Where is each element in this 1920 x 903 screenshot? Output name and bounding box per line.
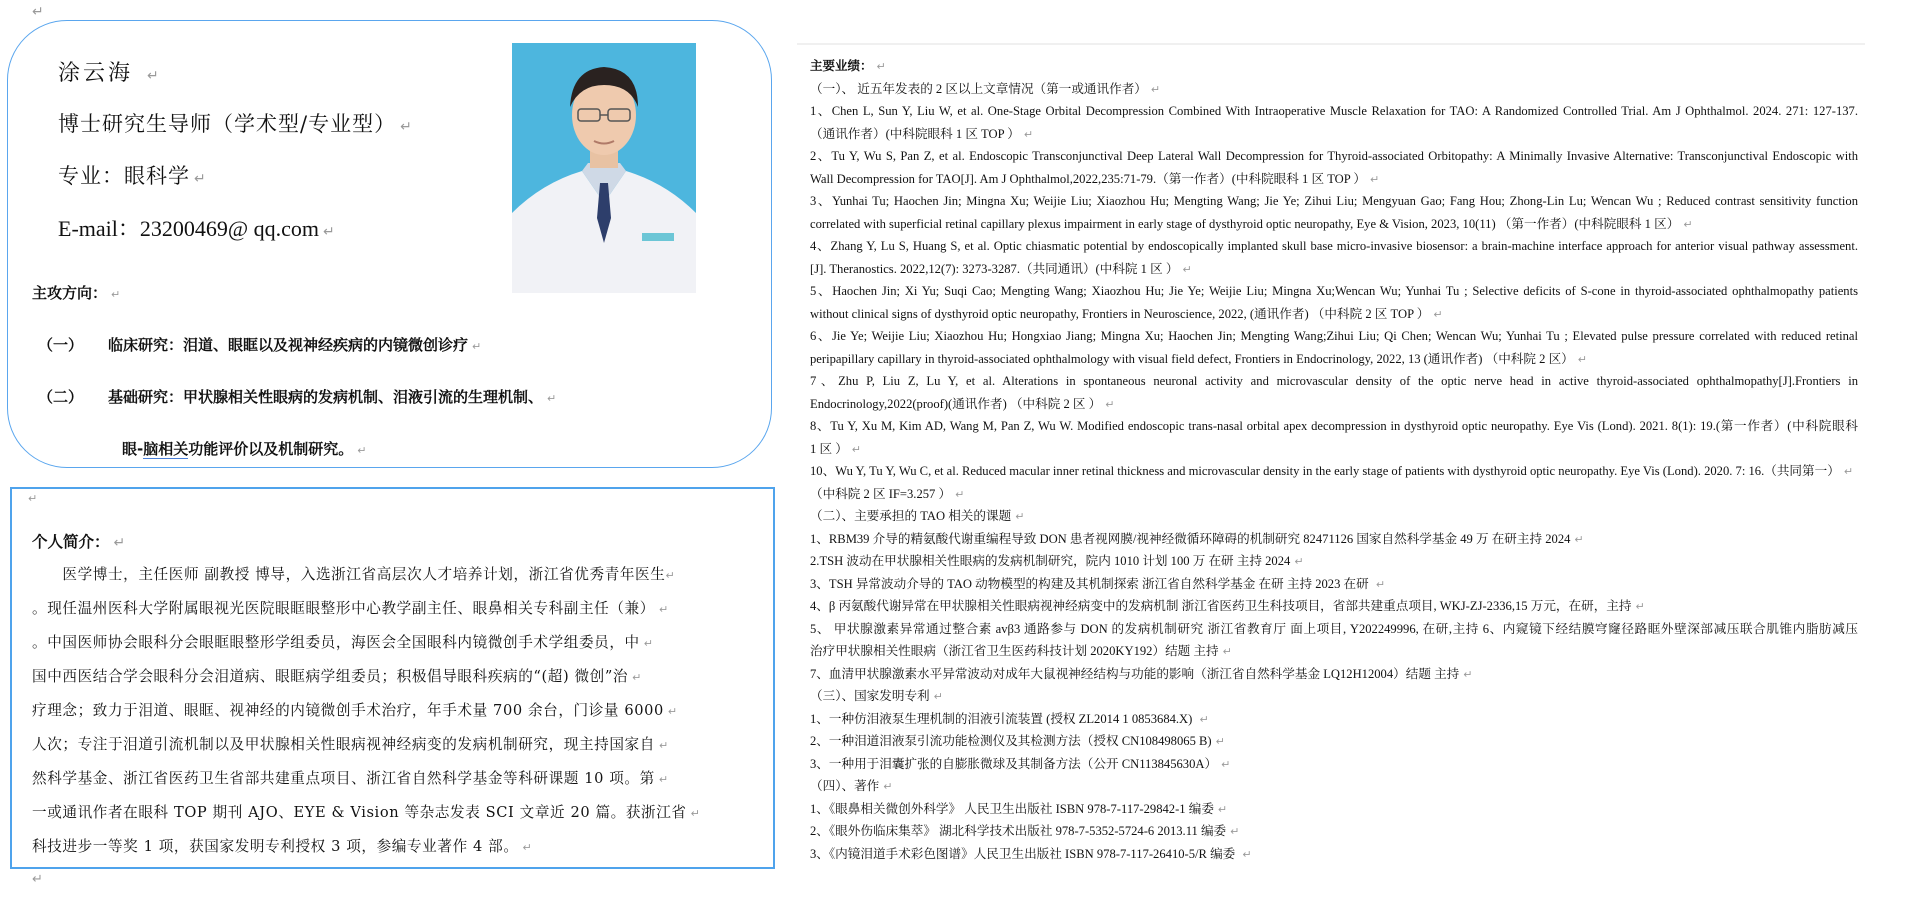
achievement-line: 7、Zhu P, Liu Z, Lu Y, et al. Alterations in spontaneous neuronal activity and microvascular density of the optic nerve head in active thyroid-associated ophthalmopathy[J].Frontiers in bbox=[810, 374, 1858, 388]
achievement-line: （通讯作者）(中科院眼科 1 区 TOP ） ↵ bbox=[810, 126, 1034, 141]
achievement-line: Endocrinology,2022(proof)(通讯作者) （中科院 2 区 ） ↵ bbox=[810, 396, 1115, 411]
achievement-line: 2、一种泪道泪液泵引流功能检测仪及其检测方法（授权 CN108498065 B) ↵ bbox=[810, 734, 1225, 748]
achievements-heading: 主要业绩： ↵ bbox=[810, 58, 886, 73]
profile-title: 博士研究生导师（学术型/专业型） ↵ bbox=[58, 112, 413, 136]
paragraph-mark: ↵ bbox=[1574, 532, 1584, 546]
paragraph-mark: ↵ bbox=[1015, 510, 1025, 523]
bio-line: 。中国医师协会眼科分会眼眶眼整形学组委员，海医会全国眼科内镜微创手术学组委员，中 ↵ bbox=[32, 634, 654, 651]
paragraph-mark: ↵ bbox=[522, 841, 533, 854]
achievement-line: （一）、 近五年发表的 2 区以上文章情况（第一或通讯作者） ↵ bbox=[810, 81, 1161, 96]
paragraph-mark: ↵ bbox=[32, 872, 43, 887]
achievement-line: 5、Haochen Jin; Xi Yu; Suqi Cao; Mengting Wang; Xiaozhou Hu; Jie Ye; Weijie Liu; Mingna Xu;Wencan Wu; Yunhai Tu ; Selective deficits of S-cone in thyroid-associated ophthalmopathy patients bbox=[810, 284, 1858, 298]
paragraph-mark: ↵ bbox=[1635, 600, 1645, 613]
achievement-line: 4、β 丙氨酸代谢异常在甲状腺相关性眼病视神经病变中的发病机制 浙江省医药卫生科技项目，省部共建重点项目, WKJ-ZJ-2336,15 万元，在研，主持 ↵ bbox=[810, 599, 1645, 613]
achievement-line: 3、TSH 异常波动介导的 TAO 动物模型的构建及其机制探索 浙江省自然科学基金 在研 主持 2023 在研 ↵ bbox=[810, 576, 1386, 591]
achievement-line: peripapillary capillary in thyroid-associated ophthalmology with visual field defect, Frontiers in Endocrinology, 2022, 13 (通讯作者) （中科院 2 区） ↵ bbox=[810, 351, 1587, 366]
bio-line: 人次；专注于泪道引流机制以及甲状腺相关性眼病视神经病变的发病机制研究，现主持国家自 ↵ bbox=[32, 736, 669, 753]
paragraph-mark: ↵ bbox=[194, 171, 207, 187]
achievement-line: （四）、著作 ↵ bbox=[810, 779, 893, 793]
achievement-line: 2、Tu Y, Wu S, Pan Z, et al. Endoscopic Transconjunctival Deep Lateral Wall Decompression for Thyroid-associated Orbitopathy: A Minimally Invasive Alternative: Transconjunctival Endoscopic with bbox=[810, 149, 1858, 163]
direction-item-clinical: （一） 临床研究：泪道、眼眶以及视神经疾病的内镜微创诊疗 ↵ bbox=[38, 336, 482, 354]
paragraph-mark: ↵ bbox=[32, 4, 44, 20]
paragraph-mark: ↵ bbox=[1215, 735, 1225, 748]
portrait-photo bbox=[512, 43, 696, 293]
achievement-line: without clinical signs of dysthyroid optic neuropathy, Frontiers in Neuroscience, 2022, (通讯作者) （中科院 2 区 TOP ） ↵ bbox=[810, 306, 1443, 321]
paragraph-mark: ↵ bbox=[665, 569, 676, 582]
paragraph-mark: ↵ bbox=[933, 690, 943, 703]
achievement-line: （二）、主要承担的 TAO 相关的课题 ↵ bbox=[810, 509, 1025, 523]
directions-heading: 主攻方向： ↵ bbox=[32, 284, 121, 302]
achievement-line: 8、Tu Y, Xu M, Kim AD, Wang M, Pan Z, Wu W. Modified endoscopic trans-nasal orbital apex decompression in dysthyroid optic neuropathy. Eye Vis (Lond). 2021. 8(1): 19.(第一作者）(中科院眼科 bbox=[810, 419, 1858, 433]
paragraph-mark: ↵ bbox=[1221, 757, 1231, 771]
achievement-line: 1、一种仿泪液泵生理机制的泪液引流装置 (授权 ZL2014 1 0853684.X) ↵ bbox=[810, 711, 1209, 726]
paragraph-mark: ↵ bbox=[1217, 802, 1228, 816]
achievement-line: 10、Wu Y, Tu Y, Wu C, et al. Reduced macular inner retinal thickness and microvascular density in the early stage of patients with dysthyroid optic neuropathy. Eye Vis (Lond). 2020. 7: 16.（共同第一） ↵ bbox=[810, 464, 1854, 478]
paragraph-mark: ↵ bbox=[1105, 397, 1115, 411]
paragraph-mark: ↵ bbox=[113, 535, 126, 551]
achievement-line: 1、Chen L, Sun Y, Liu W, et al. One-Stage Orbital Decompression Combined With Intraoperative Muscle Relaxation for TAO: A Randomized Controlled Trial. Am J Ophthalmol. 2024. 271: 127-137. bbox=[810, 104, 1858, 118]
achievement-line: 6、Jie Ye; Weijie Liu; Xiaozhou Hu; Hongxiao Jiang; Mingna Xu; Haochen Jin; Mengting Wang;Zihui Liu; Qi Chen; Wencan Wu; Yunhai Tu ; Elevated pulse pressure correlated with reduced retinal bbox=[810, 329, 1858, 343]
paragraph-mark: ↵ bbox=[690, 807, 701, 820]
paragraph-mark: ↵ bbox=[547, 392, 557, 405]
achievement-line: 2.TSH 波动在甲状腺相关性眼病的发病机制研究，院内 1010 计划 100 万 在研 主持 2024 ↵ bbox=[810, 554, 1304, 568]
paragraph-mark: ↵ bbox=[1182, 262, 1192, 276]
bio-line: 国中西医结合学会眼科分会泪道病、眼眶病学组委员；积极倡导眼科疾病的“(超) 微创”治 ↵ bbox=[32, 668, 642, 685]
paragraph-mark: ↵ bbox=[323, 224, 335, 240]
paragraph-mark: ↵ bbox=[111, 288, 121, 301]
paragraph-mark: ↵ bbox=[658, 739, 669, 752]
achievement-line: 2、《眼外伤临床集萃》 湖北科学技术出版社 978-7-5352-5724-6 2013.11 编委 ↵ bbox=[810, 824, 1240, 838]
paragraph-mark: ↵ bbox=[1683, 217, 1693, 231]
paragraph-mark: ↵ bbox=[1023, 127, 1034, 141]
achievement-line: [J]. Theranostics. 2022,12(7): 3273-3287.（共同通讯）(中科院 1 区 ） ↵ bbox=[810, 261, 1192, 276]
paragraph-mark: ↵ bbox=[147, 68, 162, 84]
profile-name: 涂云海 ↵ bbox=[58, 61, 162, 86]
paragraph-mark: ↵ bbox=[1843, 465, 1854, 478]
paragraph-mark: ↵ bbox=[658, 603, 669, 616]
paragraph-mark: ↵ bbox=[1150, 82, 1161, 96]
achievement-line: （中科院 2 区 IF=3.257 ） ↵ bbox=[810, 486, 965, 501]
paragraph-mark: ↵ bbox=[667, 705, 678, 718]
paragraph-mark: ↵ bbox=[1433, 307, 1443, 321]
achievement-line: 4、Zhang Y, Lu S, Huang S, et al. Optic chiasmatic potential by endoscopically implanted skull base micro-invasive biosensor: a brain-machine interface approach for anterior visual pathway assessment. bbox=[810, 239, 1858, 253]
direction-item-basic-continued: 眼-脑相关功能评价以及机制研究。 ↵ bbox=[122, 440, 367, 458]
paragraph-mark: ↵ bbox=[1370, 172, 1380, 186]
paragraph-mark: ↵ bbox=[400, 119, 413, 135]
paragraph-mark: ↵ bbox=[1294, 555, 1304, 568]
achievement-line: 3、《内镜泪道手术彩色图谱》人民卫生出版社 ISBN 978-7-117-26410-5/R 编委 ↵ bbox=[810, 846, 1252, 861]
paragraph-mark: ↵ bbox=[643, 637, 654, 650]
paragraph-mark: ↵ bbox=[1230, 825, 1240, 838]
paragraph-mark: ↵ bbox=[1463, 667, 1473, 681]
paragraph-mark: ↵ bbox=[1199, 712, 1209, 726]
paragraph-mark: ↵ bbox=[1577, 352, 1587, 366]
paragraph-mark: ↵ bbox=[1375, 577, 1386, 591]
achievement-line: 1 区 ） ↵ bbox=[810, 441, 861, 456]
paragraph-mark: ↵ bbox=[876, 60, 886, 73]
paragraph-mark: ↵ bbox=[851, 442, 861, 456]
achievement-line: 1、《眼鼻相关微创外科学》 人民卫生出版社 ISBN 978-7-117-29842-1 编委 ↵ bbox=[810, 801, 1228, 816]
portrait-illustration bbox=[512, 43, 696, 293]
bio-line: 疗理念；致力于泪道、眼眶、视神经的内镜微创手术治疗，年手术量 700 余台，门诊量 6000 ↵ bbox=[32, 702, 678, 719]
bio-line: 。现任温州医科大学附属眼视光医院眼眶眼整形中心教学副主任、眼鼻相关专科副主任（兼） ↵ bbox=[32, 600, 669, 617]
paragraph-mark: ↵ bbox=[632, 671, 642, 684]
bio-line: 科技进步一等奖 1 项，获国家发明专利授权 3 项，参编专业著作 4 部。 ↵ bbox=[32, 838, 533, 855]
paragraph-mark: ↵ bbox=[472, 340, 482, 353]
achievement-line: 5、 甲状腺激素异常通过整合素 avβ3 通路参与 DON 的发病机制研究 浙江省教育厅 面上项目, Y202249996, 在研,主持 6、内窥镜下经结膜穹窿径路眶外壁深部减压联合肌锥内脂肪减压 bbox=[810, 621, 1858, 636]
achievement-line: 7、血清甲状腺激素水平异常波动对成年大鼠视神经结构与功能的影响（浙江省自然科学基金 LQ12H12004）结题 主持 ↵ bbox=[810, 666, 1473, 681]
paragraph-mark: ↵ bbox=[28, 492, 38, 505]
achievement-line: （三）、国家发明专利 ↵ bbox=[810, 689, 943, 703]
achievement-line: 3、一种用于泪囊扩张的自膨胀微球及其制备方法（公开 CN113845630A） ↵ bbox=[810, 756, 1231, 771]
achievement-line: 治疗甲状腺相关性眼病（浙江省卫生医药科技计划 2020KY192）结题 主持 ↵ bbox=[810, 644, 1232, 658]
paragraph-mark: ↵ bbox=[955, 487, 965, 501]
paragraph-mark: ↵ bbox=[1222, 645, 1232, 658]
achievement-line: correlated with superficial retinal capillary plexus impairment in early stage of dysthyroid optic neuropathy, Eye & Vision, 2023, 10(11) （第一作者）(中科院眼科 1 区） ↵ bbox=[810, 216, 1693, 231]
profile-major: 专业：眼科学 ↵ bbox=[58, 164, 207, 188]
achievement-line: 3、Yunhai Tu; Haochen Jin; Mingna Xu; Weijie Liu; Xiaozhou Hu; Mengting Wang; Jie Ye; Zihui Liu; Mengyuan Gao; Fang Hou; Zhong-Lin Lu; Wencan Wu ; Reduced contrast sensitivity function bbox=[810, 194, 1858, 208]
profile-email: E-mail：23200469@ qq.com ↵ bbox=[58, 216, 335, 241]
bio-line: 一或通讯作者在眼科 TOP 期刊 AJO、EYE & Vision 等杂志发表 SCI 文章近 20 篇。获浙江省 ↵ bbox=[32, 804, 701, 821]
direction-item-basic: （二） 基础研究：甲状腺相关性眼病的发病机制、泪液引流的生理机制、 ↵ bbox=[38, 388, 557, 406]
bio-line: 然科学基金、浙江省医药卫生省部共建重点项目、浙江省自然科学基金等科研课题 10 项。第 ↵ bbox=[32, 770, 669, 787]
bio-line: 医学博士，主任医师 副教授 博导，入选浙江省高层次人才培养计划，浙江省优秀青年医生↵ bbox=[32, 566, 676, 583]
achievement-line: 1、RBM39 介导的精氨酸代谢重编程导致 DON 患者视网膜/视神经微循环障碍的机制研究 82471126 国家自然科学基金 49 万 在研主持 2024 ↵ bbox=[810, 531, 1584, 546]
achievement-line: Wall Decompression for TAO[J]. Am J Ophthalmol,2022,235:71-79.（第一作者）(中科院眼科 1 区 TOP ） ↵ bbox=[810, 171, 1380, 186]
paragraph-mark: ↵ bbox=[1242, 847, 1252, 861]
paragraph-mark: ↵ bbox=[883, 780, 893, 793]
page-separator bbox=[797, 43, 1865, 45]
paragraph-mark: ↵ bbox=[658, 773, 669, 786]
paragraph-mark: ↵ bbox=[357, 444, 367, 457]
bio-heading: 个人简介： ↵ bbox=[32, 533, 126, 551]
